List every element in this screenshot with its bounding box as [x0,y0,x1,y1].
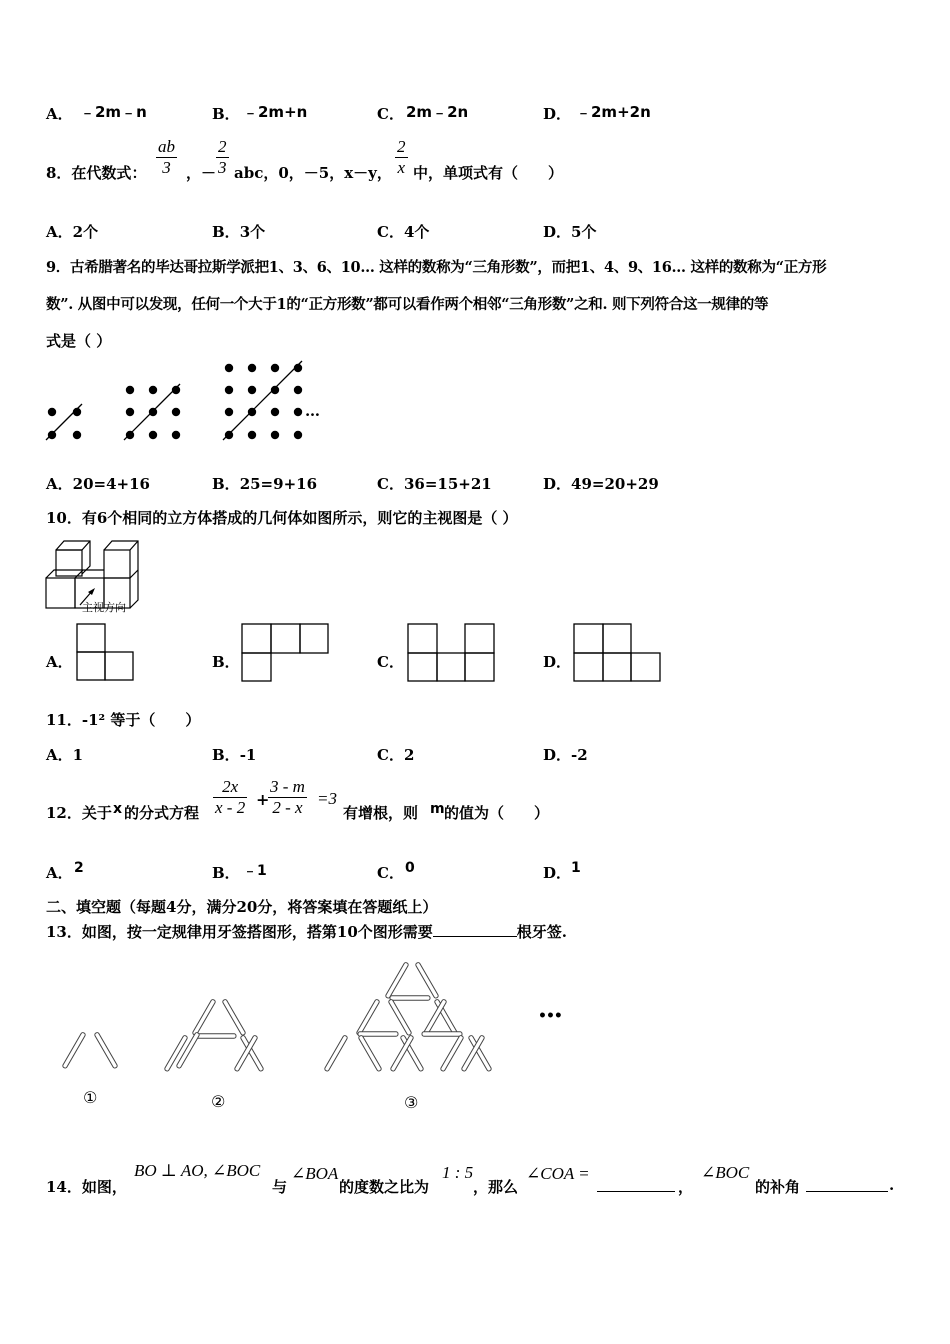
q14-ratio: 1 : 5 [442,1163,474,1182]
q12-option-c: 0 [405,860,415,876]
figure-label-1: ① [83,1088,98,1107]
q14-mid4: 的补角 [755,1178,801,1196]
q12-suffix: 的值为（ ） [444,804,550,822]
q11-option-c: C．2 [377,746,415,764]
q12-option-c-letter: C． [377,864,404,882]
toothpick-figure-1 [62,1032,118,1069]
q14-expr4: ∠BOC [701,1163,750,1182]
q12-option-b: ﹣1 [243,863,267,879]
q12-plus: + [256,790,270,809]
q8-option-a: A．2个 [46,223,99,241]
q12-option-d: 1 [571,860,581,876]
q14-mid3: ，那么 [473,1178,519,1196]
q7-option-d: D． [543,105,572,123]
q7-option-b-text: ﹣2m+n [243,103,308,121]
q8-frac3: $\frac{2}{x}$ [397,137,406,177]
q14-answer-blank-1[interactable] [597,1177,675,1196]
figure-label-2: ② [211,1092,226,1111]
q11-stem: 11．-1² 等于（ ） [46,711,201,729]
q10-option-c-letter: C． [377,653,404,671]
q9-option-b: B．25=9+16 [212,475,318,493]
q11-option-a: A．1 [46,746,84,764]
q8-frac1: $\frac{ab}{3}$ [158,137,175,177]
toothpick-figure-3 [324,962,492,1072]
q10-stem: 10．有6个相同的立方体搭成的几何体如图所示，则它的主视图是（ ） [46,509,518,527]
q11-option-d: D．-2 [543,746,588,764]
q8-option-c: C．4个 [377,223,430,241]
q8-frac2: $\frac{2}{3}$ [218,137,227,177]
q14-prefix: 14．如图， [46,1178,127,1196]
q9-ellipsis: … [305,402,320,420]
q10-option-b-letter: B． [212,653,240,671]
q7-option-d-text: ﹣2m+2n [576,103,651,121]
q9-line2: 数”. 从图中可以发现，任何一个大于1的“正方形数”都可以看作两个相邻“三角形数”之和. 则下列符合这一规律的等 [46,296,769,313]
q14-expr2: ∠BOA [291,1164,339,1183]
q12-option-a: 2 [74,860,84,876]
q11-option-b: B．-1 [212,746,257,764]
q8-option-b: B．3个 [212,223,266,241]
q7-option-c: C． [377,105,404,123]
q14-expr3: ∠COA = [526,1164,590,1183]
q14-end: . [889,1176,895,1194]
q14-expr1: BO ⊥ AO, ∠BOC [134,1161,261,1180]
q14-mid1: 与 [272,1178,288,1196]
q10-option-d-letter: D． [543,653,572,671]
q14-mid2: 的度数之比为 [339,1178,430,1196]
q13-stem-prefix: 13．如图，按一定规律用牙签搭图形，搭第10个图形需要 根牙签. [46,923,567,941]
q12-var-m: m [430,801,445,817]
q12-option-b-letter: B． [212,864,240,882]
q7-option-c-text: 2m﹣2n [406,103,469,121]
section-2-heading: 二、填空题（每题4分，满分20分，将答案填在答题纸上） [46,898,438,916]
q9-option-d: D．49=20+29 [543,475,659,493]
q12-fraction1: $\frac{2x}{x - 2}$ [215,777,246,817]
q10-option-a-letter: A． [46,653,73,671]
q14-comma: ， [678,1178,694,1196]
q14-answer-blank-2[interactable] [806,1177,888,1196]
q12-option-d-letter: D． [543,864,572,882]
q12-mid1: 的分式方程 [124,804,200,822]
q7-option-a-text: ﹣2m﹣n [80,103,147,121]
q12-fraction2: $\frac{3 - m}{2 - x}$ [270,777,305,817]
q12-var-x: x [113,801,123,817]
q9-option-a: A．20=4+16 [46,475,150,493]
q7-option-b: B． [212,105,240,123]
q8-middle: abc，0，－5，x－y， [234,164,392,182]
q7-option-a: A． [46,105,73,123]
q8-option-d: D．5个 [543,223,597,241]
q12-mid2: 有增根，则 [343,804,419,822]
figure-label-3: ③ [404,1093,419,1112]
q12-option-a-letter: A． [46,864,73,882]
q8-suffix: 中，单项式有（ ） [413,164,564,182]
q8-sep1: ，－ [186,164,217,182]
q12-prefix: 12．关于 [46,804,112,822]
q12-equals: =3 [317,789,337,808]
view-direction-label: 主视方向 [82,601,126,614]
q8-prefix: 8．在代数式： [46,164,147,182]
q9-option-c: C．36=15+21 [377,475,492,493]
q9-line3: 式是（ ） [46,332,112,350]
toothpick-figure-2 [164,999,264,1072]
q9-line1: 9．古希腊著名的毕达哥拉斯学派把1、3、6、10… 这样的数称为“三角形数”，而把1、4、9、16… 这样的数称为“正方形 [46,259,827,276]
figure-continuation-dots: ••• [538,1008,562,1024]
